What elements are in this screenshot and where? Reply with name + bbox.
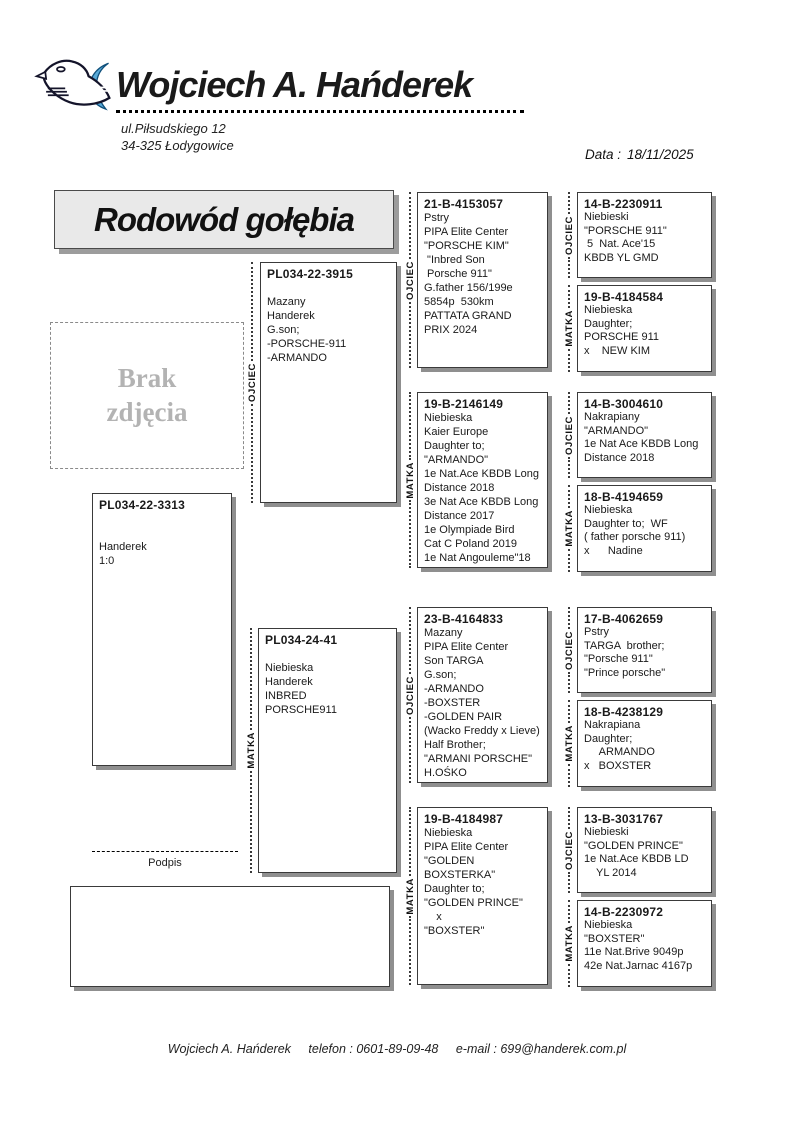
pedigree-line: -ARMANDO (267, 352, 327, 364)
pedigree-line (267, 281, 390, 295)
pedigree-line: "Porsche 911" (584, 653, 653, 665)
pedigree-line: 1:0 (99, 555, 115, 567)
photo-placeholder (50, 322, 244, 469)
pedigree-line: Niebieski (584, 826, 629, 838)
pedigree-line: ( father porsche 911) (584, 531, 686, 543)
breeder-address (121, 120, 234, 154)
pedigree-line: Handerek (267, 310, 315, 322)
ring-number: 19-B-4184584 (584, 290, 664, 304)
pedigree-line: "ARMANDO" (584, 424, 649, 437)
pedigree-line: Handerek (99, 541, 147, 553)
signature-box (70, 886, 390, 987)
pedigree-line: Pstry (584, 626, 610, 638)
date-label: Data : (585, 147, 622, 162)
pedigree-line: "PORSCHE 911" (584, 224, 667, 237)
pedigree-line: G.son; (424, 669, 457, 681)
pedigree-box-fmm (577, 485, 712, 572)
pedigree-line: Distance 2018 (424, 482, 495, 494)
pedigree-line: G.father 156/199e (424, 282, 513, 294)
relation-label-text: MATKA (245, 732, 257, 769)
ring-number: 14-B-2230911 (584, 197, 663, 211)
relation-label-ojciec (404, 192, 416, 368)
pedigree-line: Niebieska (265, 662, 314, 674)
pedigree-line (99, 512, 225, 526)
relation-label-ojciec (404, 607, 416, 783)
pedigree-line: Daughter to; (424, 883, 485, 895)
pedigree-line: Handerek (265, 676, 313, 688)
relation-label-text: MATKA (563, 310, 575, 347)
footer-phone-value: 0601-89-09-48 (356, 1042, 439, 1056)
pedigree-line: TARGA brother; (584, 639, 665, 652)
ring-number: 19-B-4184987 (424, 812, 504, 826)
pedigree-line: Daughter; (584, 317, 633, 330)
footer-email (456, 1042, 626, 1056)
ring-number: 23-B-4164833 (424, 612, 504, 626)
pedigree-box-mm (417, 807, 548, 985)
pedigree-line: Pstry (424, 212, 450, 224)
pedigree-box-mff (577, 607, 712, 693)
pedigree-line: Niebieska (584, 504, 633, 516)
footer-text (0, 1042, 794, 1056)
pedigree-line (99, 526, 225, 540)
pedigree-line: 42e Nat.Jarnac 4167p (584, 959, 693, 972)
ring-number: 21-B-4153057 (424, 197, 504, 211)
pedigree-line: x (424, 911, 442, 923)
relation-label-matka (563, 700, 575, 787)
pedigree-line: Niebieska (424, 827, 473, 839)
pedigree-line: "GOLDEN PRINCE" (584, 839, 683, 852)
pedigree-line: Half Brother; (424, 739, 486, 751)
relation-label-text: MATKA (563, 725, 575, 762)
pedigree-line: H.OŚKO (424, 767, 467, 779)
pedigree-line: INBRED (265, 690, 307, 702)
pedigree-line: 5 Nat. Ace'15 (584, 238, 656, 250)
pedigree-box-mmf (577, 807, 712, 893)
relation-label-text: MATKA (563, 510, 575, 547)
pedigree-line: PRIX 2024 (424, 324, 478, 336)
address-line-2: 34-325 Łodygowice (121, 138, 234, 153)
pedigree-line: "GOLDEN PRINCE" (424, 897, 523, 909)
ring-number: 13-B-3031767 (584, 812, 664, 826)
page-title: Rodowód gołębia (54, 190, 394, 249)
pedigree-line: Daughter; (584, 732, 633, 745)
ring-number: 19-B-2146149 (424, 397, 504, 411)
date-value: 18/11/2025 (627, 147, 694, 162)
footer-email-label: e-mail : (455, 1042, 501, 1056)
pedigree-line: YL 2014 (584, 866, 637, 879)
pedigree-line: Son TARGA (424, 655, 484, 667)
pedigree-box-ffm (577, 285, 712, 372)
relation-label-text: MATKA (563, 925, 575, 962)
relation-label-text: OJCIEC (563, 830, 575, 870)
relation-label-matka (404, 807, 416, 985)
pedigree-line: Niebieska (584, 304, 633, 316)
pedigree-line: "GOLDEN (424, 855, 475, 867)
pedigree-box-mmm (577, 900, 712, 987)
pedigree-line: 1e Nat.Ace KBDB Long (424, 468, 539, 480)
pedigree-line: Kaier Europe (424, 426, 489, 438)
relation-label-matka (563, 285, 575, 372)
pedigree-line: PORSCHE 911 (584, 331, 659, 343)
relation-label-ojciec (246, 262, 258, 503)
pedigree-line: KBDB YL GMD (584, 251, 659, 264)
pedigree-line: Daughter to; (424, 440, 485, 452)
pedigree-line: 5854p 530km (424, 296, 494, 308)
pedigree-line: PIPA Elite Center (424, 841, 509, 853)
signature-label: Podpis (148, 857, 182, 869)
signature-line (92, 851, 238, 852)
pedigree-line: Niebieski (584, 211, 629, 223)
footer-phone (308, 1042, 438, 1056)
pedigree-box-subject (92, 493, 232, 766)
relation-label-text: OJCIEC (246, 363, 258, 402)
relation-label-matka (245, 628, 257, 873)
pedigree-line: "ARMANI PORSCHE" (424, 753, 533, 765)
pedigree-line: "ARMANDO" (424, 454, 489, 466)
pedigree-line: PIPA Elite Center (424, 641, 509, 653)
pedigree-line: Mazany (267, 296, 306, 308)
pedigree-box-fm (417, 392, 548, 568)
footer-phone-label: telefon : (308, 1042, 357, 1056)
ring-number: 18-B-4238129 (584, 705, 664, 719)
footer-email-value: 699@handerek.com.pl (500, 1042, 627, 1056)
pedigree-line: -BOXSTER (424, 697, 481, 709)
pedigree-line: -GOLDEN PAIR (424, 711, 503, 723)
pedigree-line: PATTATA GRAND (424, 310, 512, 322)
ring-number: PL034-24-41 (265, 633, 338, 647)
pedigree-box-mother (258, 628, 397, 873)
relation-label-matka (404, 392, 416, 568)
pedigree-line: 1e Nat Ace KBDB Long (584, 438, 699, 450)
relation-label-text: OJCIEC (563, 630, 575, 670)
ring-number: 18-B-4194659 (584, 490, 664, 504)
pedigree-line: x BOXSTER (584, 759, 652, 772)
relation-label-ojciec (563, 807, 575, 893)
ring-number: 17-B-4062659 (584, 612, 664, 626)
ring-number: PL034-22-3915 (267, 267, 353, 281)
pedigree-line: Nakrapiana (584, 719, 641, 731)
relation-label-ojciec (563, 392, 575, 478)
relation-label-text: OJCIEC (563, 215, 575, 255)
pedigree-line: "Inbred Son (424, 254, 485, 266)
pedigree-line: 3e Nat Ace KBDB Long (424, 496, 539, 508)
pedigree-box-fff (577, 192, 712, 278)
pedigree-line: 1e Nat.Ace KBDB LD (584, 853, 689, 865)
date-line (585, 147, 700, 162)
pedigree-line: "PORSCHE KIM" (424, 240, 509, 252)
address-line-1: ul.Piłsudskiego 12 (121, 121, 226, 136)
relation-label-text: OJCIEC (404, 675, 416, 715)
pedigree-line: "Prince porsche" (584, 666, 666, 679)
relation-label-matka (563, 485, 575, 572)
pedigree-line: BOXSTERKA" (424, 869, 496, 881)
pedigree-line: Nakrapiany (584, 411, 640, 423)
pedigree-line: Daughter to; WF (584, 517, 668, 530)
relation-label-text: OJCIEC (404, 260, 416, 300)
pedigree-line (265, 647, 390, 661)
ring-number: PL034-22-3313 (99, 498, 185, 512)
pedigree-line: 1e Nat Angouleme"18 (424, 552, 531, 564)
pedigree-line: Niebieska (584, 919, 633, 931)
pedigree-line: x NEW KIM (584, 344, 650, 357)
pedigree-line: Niebieska (424, 412, 473, 424)
pedigree-line: 11e Nat.Brive 9049p (584, 946, 684, 958)
pedigree-line: G.son; (267, 324, 300, 336)
pedigree-line: ARMANDO (584, 746, 655, 758)
pedigree-box-mf (417, 607, 548, 783)
relation-label-ojciec (563, 607, 575, 693)
pedigree-line: 1e Olympiade Bird (424, 524, 515, 536)
pedigree-line: "BOXSTER" (584, 932, 645, 945)
pedigree-line: -ARMANDO (424, 683, 484, 695)
relation-label-matka (563, 900, 575, 987)
pedigree-box-mfm (577, 700, 712, 787)
pedigree-line: Distance 2017 (424, 510, 495, 522)
relation-label-text: OJCIEC (563, 415, 575, 455)
pedigree-line: Mazany (424, 627, 463, 639)
pedigree-line: Distance 2018 (584, 451, 655, 464)
footer-name: Wojciech A. Hańderek (167, 1042, 291, 1056)
pedigree-box-ff (417, 192, 548, 368)
breeder-name: Wojciech A. Hańderek (116, 64, 524, 113)
pedigree-box-fmf (577, 392, 712, 478)
relation-label-text: MATKA (404, 461, 416, 499)
pedigree-line: (Wacko Freddy x Lieve) (424, 725, 540, 737)
ring-number: 14-B-2230972 (584, 905, 664, 919)
photo-placeholder-text: Brak zdjęcia (106, 362, 188, 427)
relation-label-text: MATKA (404, 877, 416, 915)
pedigree-box-father (260, 262, 397, 503)
pedigree-line: PIPA Elite Center (424, 226, 509, 238)
pedigree-line: PORSCHE911 (265, 704, 337, 716)
pedigree-line: x Nadine (584, 544, 643, 557)
pedigree-line: -PORSCHE-911 (267, 338, 347, 350)
pedigree-line: Porsche 911" (424, 268, 492, 280)
pedigree-line: "BOXSTER" (424, 925, 485, 937)
pedigree-line: Cat C Poland 2019 (424, 538, 517, 550)
relation-label-ojciec (563, 192, 575, 278)
ring-number: 14-B-3004610 (584, 397, 664, 411)
